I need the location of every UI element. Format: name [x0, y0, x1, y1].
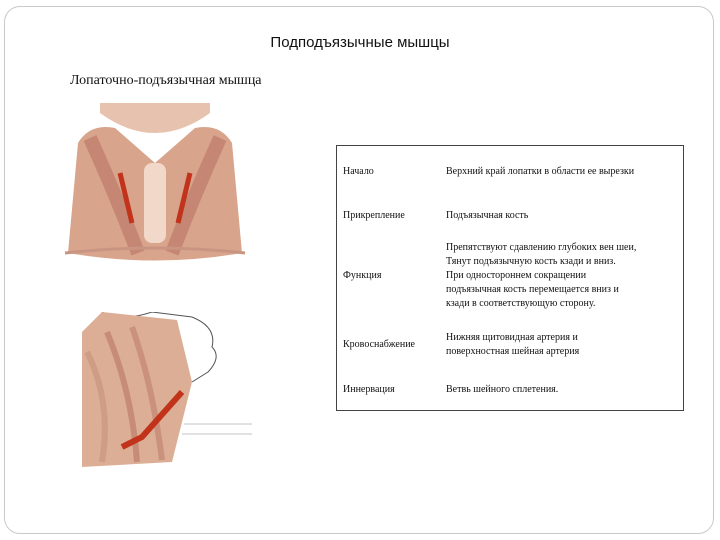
row-value: [442, 146, 684, 198]
value-line: кзади в соответствующую сторону.: [446, 298, 596, 309]
muscle-info-table: [336, 145, 684, 411]
row-label: Функция: [343, 270, 382, 281]
value-line: поверхностная шейная артерия: [446, 345, 580, 357]
neck-anterior-svg: [60, 103, 250, 273]
value-line: Подъязычная кость: [446, 209, 529, 221]
trachea: [144, 163, 166, 243]
table-row: [337, 371, 684, 411]
row-value: [442, 234, 684, 319]
value-line: Верхний край лопатки в области ее вырезки: [446, 165, 635, 177]
row-label: Иннервация: [343, 384, 395, 396]
table-row: [337, 319, 684, 371]
value-line: Ветвь шейного сплетения.: [446, 384, 559, 396]
table-row: [337, 198, 684, 234]
row-label: Начало: [343, 165, 374, 177]
row-value: [442, 319, 684, 371]
row-value: [442, 198, 684, 234]
value-line: Препятствуют сдавлению глубоких вен шеи,: [446, 242, 637, 253]
row-value: [442, 371, 684, 411]
chin-shape: [100, 103, 210, 133]
table-row: [337, 234, 684, 319]
neck-lateral-svg: [82, 312, 274, 470]
slide-subtitle: Лопаточно-подъязычная мышца: [70, 73, 262, 88]
neck-anterior-illustration: [60, 103, 250, 273]
neck-lateral-illustration: [82, 312, 274, 470]
value-line: При одностороннем сокращении: [446, 270, 587, 281]
value-line: Нижняя щитовидная артерия и: [446, 331, 578, 343]
slide-title: Подподъязычные мышцы: [270, 34, 450, 51]
value-line: подъязычная кость перемещается вниз и: [446, 284, 619, 295]
table-row: [337, 146, 684, 198]
row-label: Кровоснабжение: [343, 338, 415, 350]
row-label: Прикрепление: [343, 209, 405, 221]
value-line: Тянут подъязычную кость кзади и вниз.: [446, 256, 616, 267]
